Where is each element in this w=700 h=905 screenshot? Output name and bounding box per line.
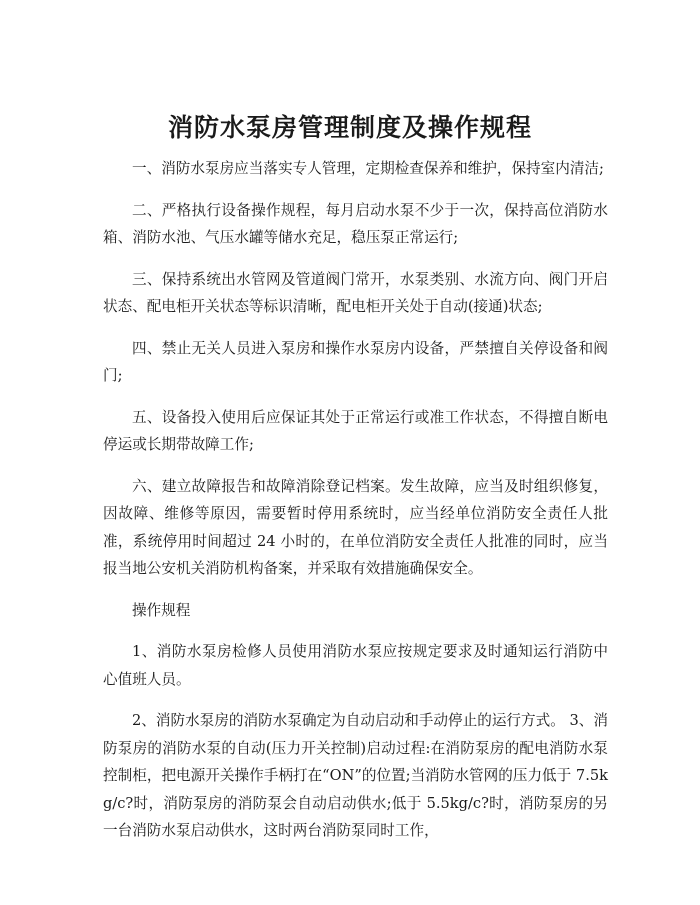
paragraph-rule-3: 三、保持系统出水管网及管道阀门常开，水泵类别、水流方向、阀门开启状态、配电柜开关状态等标识清晰，配电柜开关处于自动(接通)状态; (103, 270, 608, 315)
paragraph-rule-6: 六、建立故障报告和故障消除登记档案。发生故障，应当及时组织修复，因故障、维修等原因，需要暂时停用系统时，应当经单位消防安全责任人批准，系统停用时间超过 24 小时的，在单位消防安全责任人批准的同时，应当报当地公安机关消防机构备案，并采取有效措施确保安全。 (103, 477, 608, 577)
document-body (103, 155, 608, 859)
paragraph-rule-2: 二、严格执行设备操作规程，每月启动水泵不少于一次，保持高位消防水箱、消防水池、气压水罐等储水充足，稳压泵正常运行; (103, 201, 608, 246)
paragraph-rule-5: 五、设备投入使用后应保证其处于正常运行或准工作状态，不得擅自断电停运或长期带故障工作; (103, 408, 608, 453)
paragraph-rule-4: 四、禁止无关人员进入泵房和操作水泵房内设备，严禁擅自关停设备和阀门; (103, 339, 608, 384)
paragraph-rule-1: 一、消防水泵房应当落实专人管理，定期检查保养和维护，保持室内清洁; (132, 160, 604, 177)
document-title: 消防水泵房管理制度及操作规程 (167, 113, 532, 142)
paragraph-operation-1: 1、消防水泵房检修人员使用消防水泵应按规定要求及时通知运行消防中心值班人员。 (103, 643, 608, 688)
section-heading-operation: 操作规程 (132, 601, 191, 619)
paragraph-operation-2: 2、消防水泵房的消防水泵确定为自动启动和手动停止的运行方式。 3、消防泵房的消防水泵的自动(压力开关控制)启动过程:在消防泵房的配电消防水泵控制柜，把电源开关操作手柄打在“ON”的位置;当消防水管网的压力低于 7.5kg/c?时，消防泵房的消防泵会自动启动供水;低于 5.5kg/c?时，消防泵房的另一台消防水泵启动供水，这时两台消防泵同时工作， (103, 712, 608, 839)
